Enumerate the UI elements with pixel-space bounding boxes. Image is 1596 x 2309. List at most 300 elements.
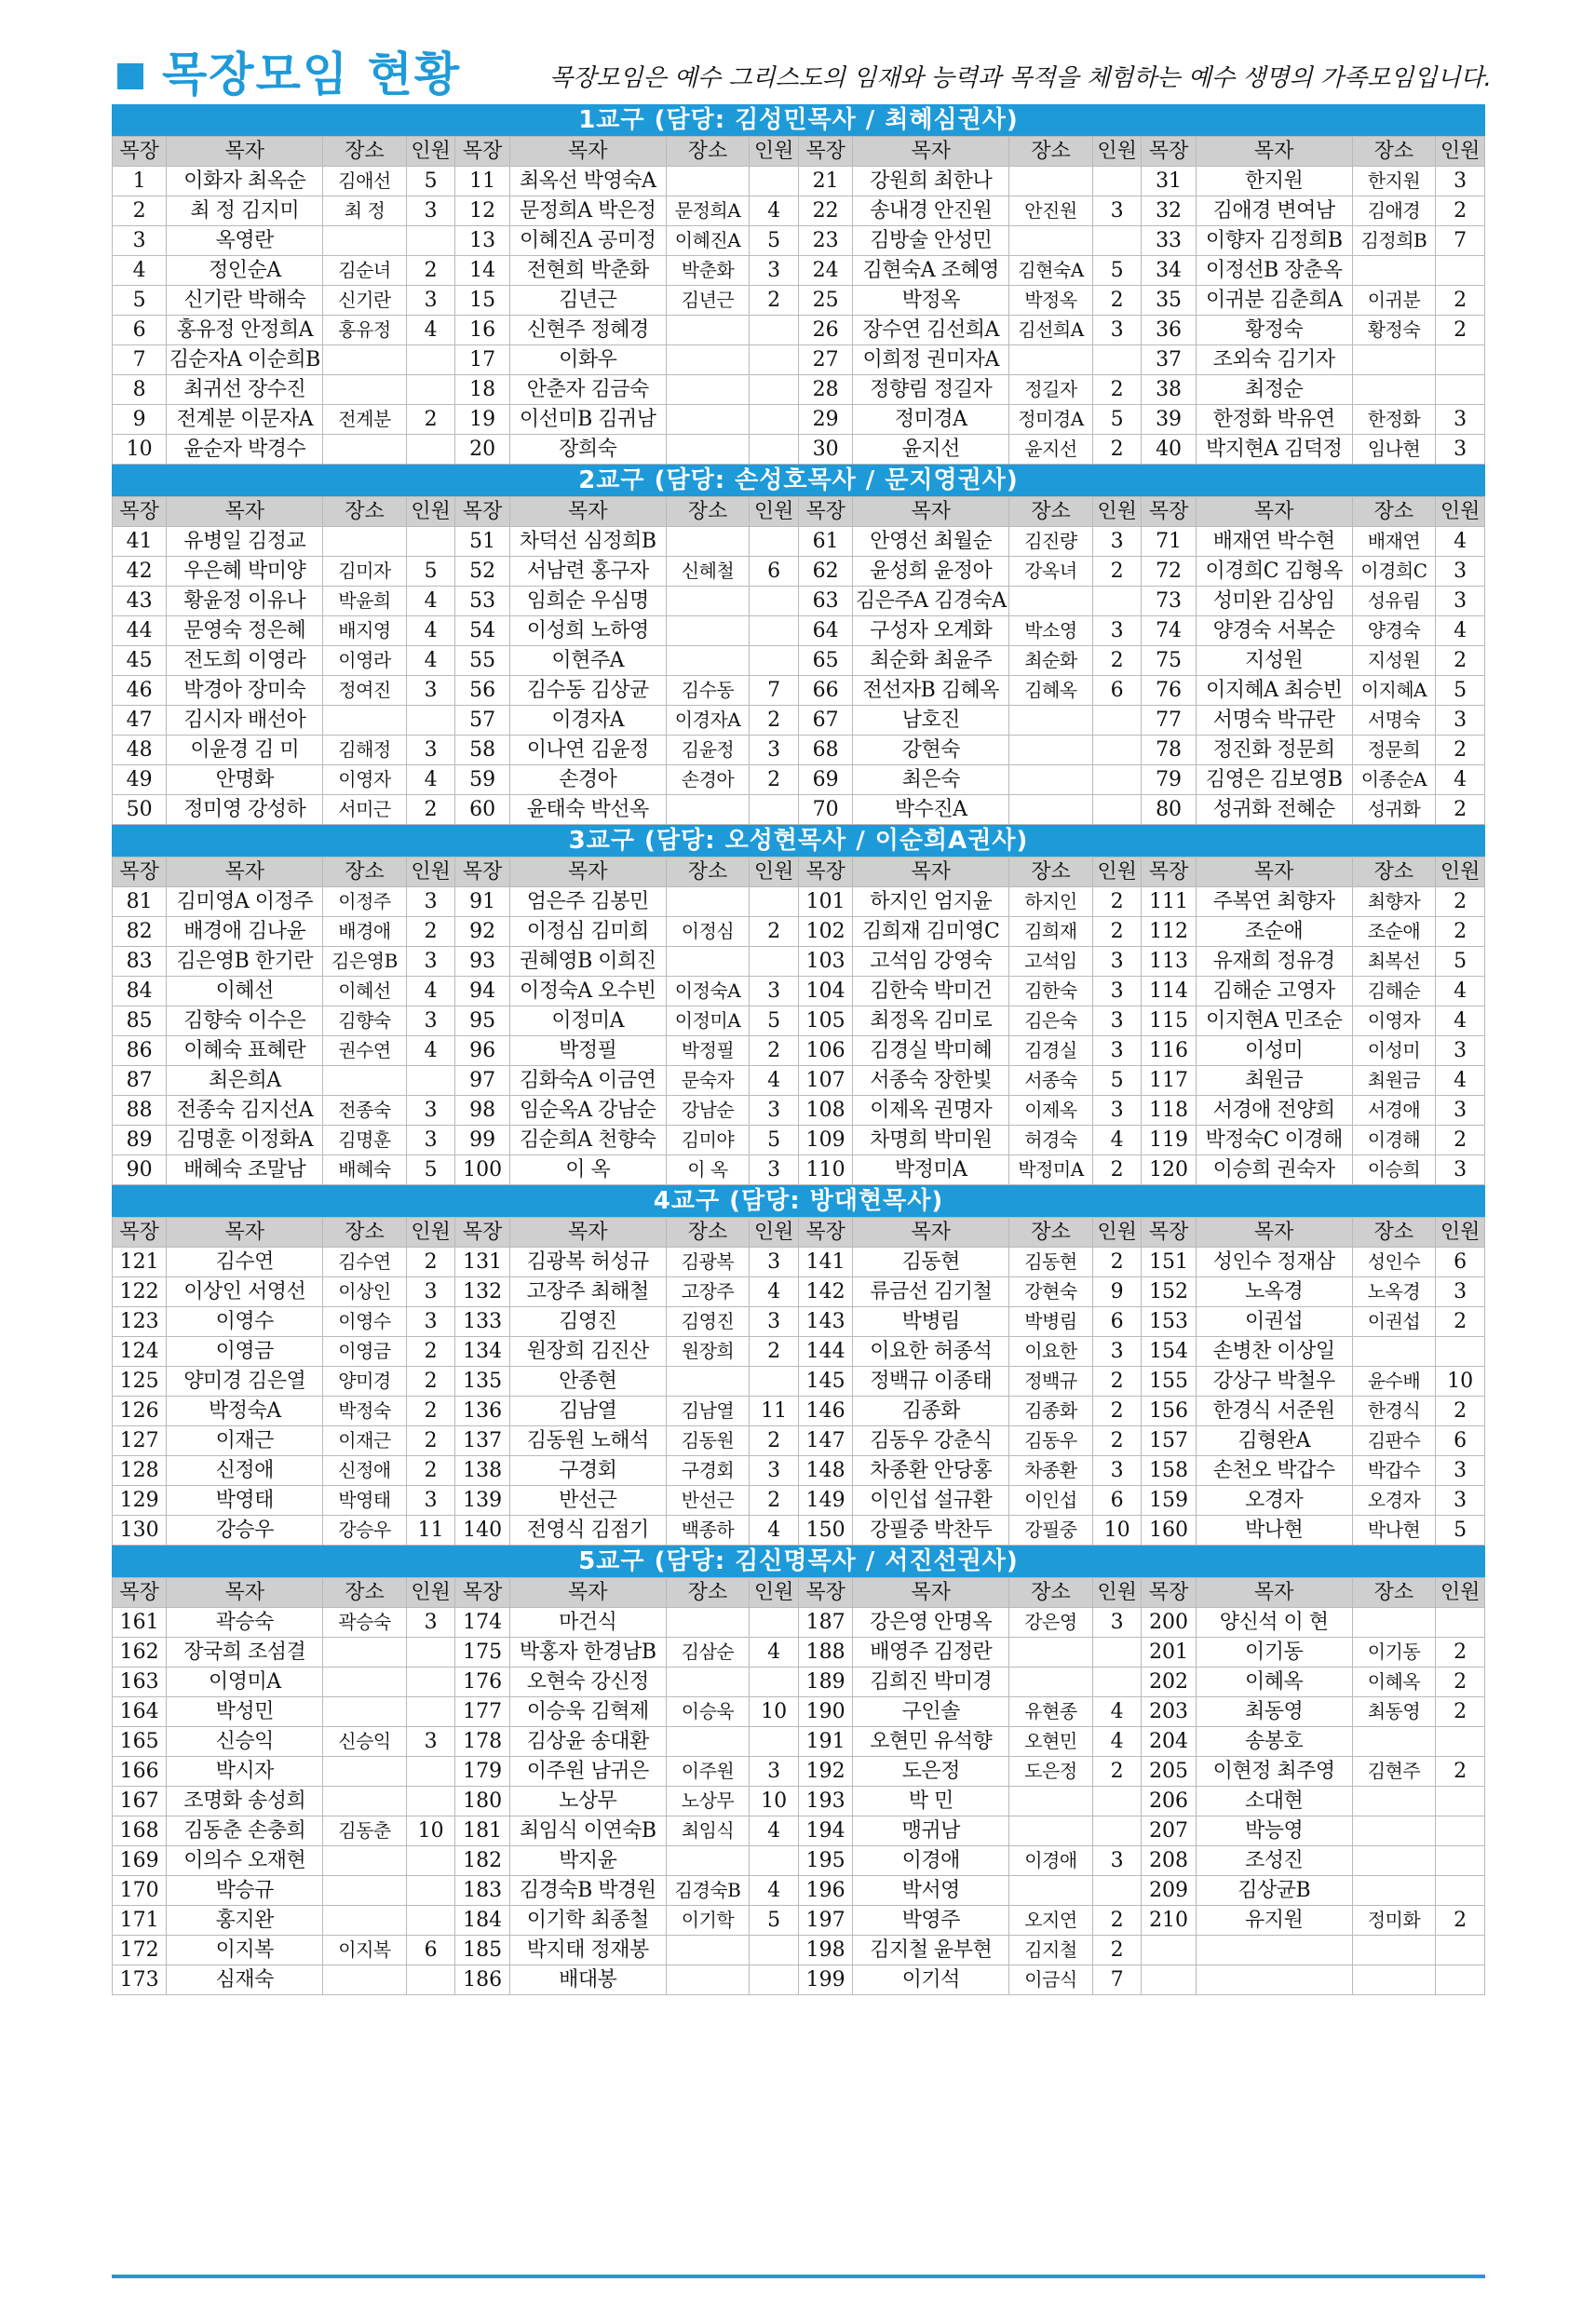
group-number: 82 xyxy=(113,917,167,947)
meeting-place: 김광복 xyxy=(666,1248,750,1277)
leader-names: 정백규 이종태 xyxy=(853,1367,1009,1397)
member-count: 3 xyxy=(406,736,455,765)
leader-names: 이영미A xyxy=(167,1668,323,1697)
member-count: 2 xyxy=(1436,1307,1485,1337)
column-header-leader-names: 목자 xyxy=(853,857,1009,887)
meeting-place xyxy=(323,1638,407,1668)
column-header-group-number: 목장 xyxy=(1142,857,1196,887)
meeting-place: 이경자A xyxy=(666,706,750,736)
group-number: 115 xyxy=(1142,1006,1196,1036)
meeting-place: 이상인 xyxy=(323,1277,407,1307)
member-count: 4 xyxy=(750,1066,799,1096)
column-header-group-number: 목장 xyxy=(455,1578,509,1608)
member-count xyxy=(406,226,455,256)
meeting-place xyxy=(1009,345,1093,375)
leader-names: 박 민 xyxy=(853,1787,1009,1816)
member-count: 2 xyxy=(750,1036,799,1066)
group-number: 190 xyxy=(798,1697,852,1727)
member-count: 2 xyxy=(1436,1757,1485,1787)
leader-names: 차종환 안당홍 xyxy=(853,1456,1009,1486)
leader-names: 김동우 강춘식 xyxy=(853,1426,1009,1456)
meeting-place xyxy=(1352,345,1436,375)
meeting-place: 이영수 xyxy=(323,1307,407,1337)
member-count xyxy=(1092,706,1142,736)
group-number: 180 xyxy=(455,1787,509,1816)
member-count xyxy=(1092,167,1142,196)
meeting-place: 이종순A xyxy=(1352,765,1436,795)
table-row xyxy=(113,1516,1485,1546)
leader-names: 정미경A xyxy=(853,405,1009,435)
meeting-place: 이권섭 xyxy=(1352,1307,1436,1337)
group-number: 11 xyxy=(455,167,509,196)
meeting-place: 박갑수 xyxy=(1352,1456,1436,1486)
meeting-place xyxy=(1009,1668,1093,1697)
table-row xyxy=(113,1307,1485,1337)
member-count xyxy=(406,527,455,557)
leader-names: 이성희 노하영 xyxy=(509,616,666,646)
page-header xyxy=(112,47,1490,102)
column-header-meeting-place: 장소 xyxy=(1352,497,1436,527)
meeting-place: 김미야 xyxy=(666,1126,750,1155)
meeting-place: 김경실 xyxy=(1009,1036,1093,1066)
member-count: 3 xyxy=(1436,706,1485,736)
group-number: 188 xyxy=(798,1638,852,1668)
group-number: 99 xyxy=(455,1126,509,1155)
leader-names xyxy=(1196,1965,1352,1995)
member-count: 3 xyxy=(750,1456,799,1486)
member-count: 4 xyxy=(750,1638,799,1668)
meeting-place xyxy=(323,435,407,465)
meeting-place xyxy=(666,375,750,405)
leader-names: 하지인 엄지윤 xyxy=(853,887,1009,917)
meeting-place xyxy=(666,1965,750,1995)
meeting-place: 박춘화 xyxy=(666,256,750,286)
column-header-meeting-place: 장소 xyxy=(1352,1218,1436,1248)
member-count: 3 xyxy=(1092,1337,1142,1367)
column-header-member-count: 인원 xyxy=(406,857,455,887)
group-number: 78 xyxy=(1142,736,1196,765)
member-count: 2 xyxy=(1436,286,1485,316)
group-number: 191 xyxy=(798,1727,852,1757)
group-number: 153 xyxy=(1142,1307,1196,1337)
group-number: 42 xyxy=(113,557,167,587)
group-number: 3 xyxy=(113,226,167,256)
member-count: 4 xyxy=(750,1876,799,1906)
group-number: 164 xyxy=(113,1697,167,1727)
group-number: 32 xyxy=(1142,196,1196,226)
group-number: 192 xyxy=(798,1757,852,1787)
member-count xyxy=(1436,1787,1485,1816)
meeting-place: 김동우 xyxy=(1009,1426,1093,1456)
meeting-place: 구경회 xyxy=(666,1456,750,1486)
member-count: 3 xyxy=(750,736,799,765)
meeting-place: 배지영 xyxy=(323,616,407,646)
meeting-place xyxy=(666,1668,750,1697)
meeting-place xyxy=(1009,1876,1093,1906)
group-number: 194 xyxy=(798,1816,852,1846)
column-header-meeting-place: 장소 xyxy=(666,1218,750,1248)
district-table xyxy=(112,857,1485,1185)
member-count: 3 xyxy=(1092,1608,1142,1638)
meeting-place: 곽승숙 xyxy=(323,1608,407,1638)
group-number: 148 xyxy=(798,1456,852,1486)
leader-names: 이승희 권숙자 xyxy=(1196,1155,1352,1185)
leader-names: 전영식 김점기 xyxy=(509,1516,666,1546)
meeting-place: 정여진 xyxy=(323,676,407,706)
meeting-place: 이정주 xyxy=(323,887,407,917)
group-number: 205 xyxy=(1142,1757,1196,1787)
leader-names: 맹귀남 xyxy=(853,1816,1009,1846)
table-row xyxy=(113,736,1485,765)
member-count: 3 xyxy=(1092,316,1142,345)
leader-names: 김시자 배선아 xyxy=(167,706,323,736)
column-header-meeting-place: 장소 xyxy=(1352,857,1436,887)
leader-names: 안춘자 김금숙 xyxy=(509,375,666,405)
column-header-member-count: 인원 xyxy=(1436,857,1485,887)
leader-names: 김향숙 이수은 xyxy=(167,1006,323,1036)
leader-names: 배혜숙 조말남 xyxy=(167,1155,323,1185)
member-count: 3 xyxy=(406,1096,455,1126)
leader-names: 류금선 김기철 xyxy=(853,1277,1009,1307)
column-header-meeting-place: 장소 xyxy=(1352,137,1436,167)
group-number: 10 xyxy=(113,435,167,465)
leader-names: 고장주 최해철 xyxy=(509,1277,666,1307)
member-count xyxy=(1436,1608,1485,1638)
meeting-place xyxy=(666,527,750,557)
table-row xyxy=(113,616,1485,646)
group-number: 196 xyxy=(798,1876,852,1906)
member-count: 2 xyxy=(750,286,799,316)
leader-names: 한지원 xyxy=(1196,167,1352,196)
meeting-place xyxy=(666,316,750,345)
meeting-place xyxy=(666,345,750,375)
meeting-place: 김윤정 xyxy=(666,736,750,765)
column-header-member-count: 인원 xyxy=(406,1218,455,1248)
member-count: 4 xyxy=(1436,1066,1485,1096)
meeting-place: 김은숙 xyxy=(1009,1006,1093,1036)
member-count: 4 xyxy=(406,587,455,616)
table-row xyxy=(113,1697,1485,1727)
member-count: 4 xyxy=(406,977,455,1006)
group-number: 195 xyxy=(798,1846,852,1876)
group-number: 69 xyxy=(798,765,852,795)
leader-names: 윤지선 xyxy=(853,435,1009,465)
leader-names: 이선미B 김귀남 xyxy=(509,405,666,435)
member-count: 4 xyxy=(406,316,455,345)
meeting-place: 반선근 xyxy=(666,1486,750,1516)
leader-names: 김영은 김보영B xyxy=(1196,765,1352,795)
group-number: 168 xyxy=(113,1816,167,1846)
leader-names: 이재근 xyxy=(167,1426,323,1456)
group-number: 170 xyxy=(113,1876,167,1906)
group-number: 134 xyxy=(455,1337,509,1367)
group-number: 74 xyxy=(1142,616,1196,646)
member-count xyxy=(406,1965,455,1995)
column-header-member-count: 인원 xyxy=(1436,1218,1485,1248)
meeting-place xyxy=(1009,736,1093,765)
member-count: 2 xyxy=(1092,1248,1142,1277)
leader-names: 김동원 노해석 xyxy=(509,1426,666,1456)
group-number: 36 xyxy=(1142,316,1196,345)
group-number: 149 xyxy=(798,1486,852,1516)
leader-names: 차명희 박미원 xyxy=(853,1126,1009,1155)
column-header-meeting-place: 장소 xyxy=(1009,1218,1093,1248)
group-number: 43 xyxy=(113,587,167,616)
table-row xyxy=(113,375,1485,405)
member-count: 5 xyxy=(1436,1516,1485,1546)
member-count: 3 xyxy=(1092,1036,1142,1066)
group-number: 122 xyxy=(113,1277,167,1307)
meeting-place: 김지철 xyxy=(1009,1936,1093,1965)
member-count: 10 xyxy=(750,1787,799,1816)
group-number: 45 xyxy=(113,646,167,676)
meeting-place: 윤지선 xyxy=(1009,435,1093,465)
member-count: 6 xyxy=(750,557,799,587)
meeting-place xyxy=(323,226,407,256)
meeting-place: 박정숙 xyxy=(323,1397,407,1426)
meeting-place: 최임식 xyxy=(666,1816,750,1846)
member-count: 2 xyxy=(406,917,455,947)
leader-names: 박홍자 한경남B xyxy=(509,1638,666,1668)
meeting-place xyxy=(1009,1787,1093,1816)
column-header-leader-names: 목자 xyxy=(509,137,666,167)
member-count xyxy=(406,1638,455,1668)
meeting-place: 조순애 xyxy=(1352,917,1436,947)
member-count: 2 xyxy=(1436,795,1485,825)
leader-names: 양미경 김은열 xyxy=(167,1367,323,1397)
meeting-place: 이혜선 xyxy=(323,977,407,1006)
group-number: 95 xyxy=(455,1006,509,1036)
meeting-place: 최동영 xyxy=(1352,1697,1436,1727)
leader-names: 김광복 허성규 xyxy=(509,1248,666,1277)
table-row xyxy=(113,1155,1485,1185)
district-table xyxy=(112,1217,1485,1546)
leader-names: 임순옥A 강남순 xyxy=(509,1096,666,1126)
member-count: 4 xyxy=(750,1277,799,1307)
member-count xyxy=(750,1608,799,1638)
leader-names: 송봉호 xyxy=(1196,1727,1352,1757)
meeting-place: 노상무 xyxy=(666,1787,750,1816)
meeting-place xyxy=(1009,167,1093,196)
meeting-place: 전종숙 xyxy=(323,1096,407,1126)
member-count: 4 xyxy=(406,765,455,795)
leader-names: 이현정 최주영 xyxy=(1196,1757,1352,1787)
leader-names: 김경숙B 박경원 xyxy=(509,1876,666,1906)
member-count: 10 xyxy=(406,1816,455,1846)
table-row xyxy=(113,1337,1485,1367)
member-count: 2 xyxy=(1436,196,1485,226)
group-number: 66 xyxy=(798,676,852,706)
meeting-place: 김선희A xyxy=(1009,316,1093,345)
leader-names: 김방술 안성민 xyxy=(853,226,1009,256)
leader-names: 이화자 최옥순 xyxy=(167,167,323,196)
leader-names: 박병림 xyxy=(853,1307,1009,1337)
meeting-place: 원장희 xyxy=(666,1337,750,1367)
leader-names: 김수동 김상균 xyxy=(509,676,666,706)
column-header-leader-names: 목자 xyxy=(1196,857,1352,887)
leader-names: 구경회 xyxy=(509,1456,666,1486)
group-number: 110 xyxy=(798,1155,852,1185)
table-row xyxy=(113,1277,1485,1307)
member-count: 2 xyxy=(1092,917,1142,947)
group-number: 140 xyxy=(455,1516,509,1546)
group-number: 62 xyxy=(798,557,852,587)
leader-names: 김현숙A 조혜영 xyxy=(853,256,1009,286)
member-count: 3 xyxy=(750,977,799,1006)
district-banner: 2교구 (담당: 손성호목사 / 문지영권사) xyxy=(112,465,1485,496)
member-count xyxy=(1092,1638,1142,1668)
group-number: 176 xyxy=(455,1668,509,1697)
member-count: 3 xyxy=(1092,616,1142,646)
table-row xyxy=(113,1787,1485,1816)
meeting-place: 성귀화 xyxy=(1352,795,1436,825)
member-count xyxy=(406,345,455,375)
leader-names: 이윤경 김 미 xyxy=(167,736,323,765)
group-number: 209 xyxy=(1142,1876,1196,1906)
meeting-place: 이승희 xyxy=(1352,1155,1436,1185)
leader-names: 이상인 서영선 xyxy=(167,1277,323,1307)
member-count xyxy=(1092,736,1142,765)
table-row xyxy=(113,706,1485,736)
group-number xyxy=(1142,1965,1196,1995)
leader-names: 박수진A xyxy=(853,795,1009,825)
column-header-group-number: 목장 xyxy=(113,1218,167,1248)
group-number: 201 xyxy=(1142,1638,1196,1668)
table-row xyxy=(113,646,1485,676)
meeting-place: 김해정 xyxy=(323,736,407,765)
meeting-place: 김년근 xyxy=(666,286,750,316)
group-number: 83 xyxy=(113,947,167,977)
member-count: 2 xyxy=(1092,1936,1142,1965)
table-row xyxy=(113,1608,1485,1638)
district-table xyxy=(112,136,1485,465)
meeting-place: 김현숙A xyxy=(1009,256,1093,286)
leader-names: 박서영 xyxy=(853,1876,1009,1906)
leader-names: 이승욱 김혁제 xyxy=(509,1697,666,1727)
member-count: 5 xyxy=(406,1155,455,1185)
column-header-member-count: 인원 xyxy=(1092,137,1142,167)
group-number: 96 xyxy=(455,1036,509,1066)
column-header-meeting-place: 장소 xyxy=(1009,497,1093,527)
leader-names: 김상균B xyxy=(1196,1876,1352,1906)
member-count xyxy=(1092,587,1142,616)
meeting-place: 정백규 xyxy=(1009,1367,1093,1397)
table-row xyxy=(113,286,1485,316)
meeting-place: 성인수 xyxy=(1352,1248,1436,1277)
leader-names: 안종현 xyxy=(509,1367,666,1397)
member-count: 2 xyxy=(750,1337,799,1367)
district-sections xyxy=(112,104,1485,1995)
leader-names: 김애경 변여남 xyxy=(1196,196,1352,226)
group-number: 57 xyxy=(455,706,509,736)
column-header-meeting-place: 장소 xyxy=(666,1578,750,1608)
column-header-leader-names: 목자 xyxy=(167,857,323,887)
meeting-place: 노옥경 xyxy=(1352,1277,1436,1307)
member-count xyxy=(406,435,455,465)
member-count: 2 xyxy=(406,795,455,825)
meeting-place xyxy=(1352,1846,1436,1876)
group-number: 135 xyxy=(455,1367,509,1397)
meeting-place: 서종숙 xyxy=(1009,1066,1093,1096)
column-header-leader-names: 목자 xyxy=(167,1218,323,1248)
member-count xyxy=(1436,1846,1485,1876)
member-count: 2 xyxy=(406,1248,455,1277)
leader-names: 문영숙 정은혜 xyxy=(167,616,323,646)
meeting-place xyxy=(323,1066,407,1096)
column-header-meeting-place: 장소 xyxy=(323,1578,407,1608)
group-number: 1 xyxy=(113,167,167,196)
member-count: 5 xyxy=(750,1126,799,1155)
leader-names: 이현주A xyxy=(509,646,666,676)
meeting-place: 이제옥 xyxy=(1009,1096,1093,1126)
meeting-place: 김영진 xyxy=(666,1307,750,1337)
group-number: 4 xyxy=(113,256,167,286)
member-count xyxy=(750,375,799,405)
member-count: 5 xyxy=(1092,1066,1142,1096)
column-header-group-number: 목장 xyxy=(113,857,167,887)
table-row xyxy=(113,587,1485,616)
meeting-place: 권수연 xyxy=(323,1036,407,1066)
meeting-place xyxy=(666,1608,750,1638)
group-number: 133 xyxy=(455,1307,509,1337)
meeting-place: 이재근 xyxy=(323,1426,407,1456)
leader-names: 배영주 김정란 xyxy=(853,1638,1009,1668)
leader-names: 김수연 xyxy=(167,1248,323,1277)
leader-names: 노상무 xyxy=(509,1787,666,1816)
group-number: 130 xyxy=(113,1516,167,1546)
column-header-group-number: 목장 xyxy=(798,1218,852,1248)
meeting-place: 배혜숙 xyxy=(323,1155,407,1185)
leader-names: 차덕선 심정희B xyxy=(509,527,666,557)
meeting-place xyxy=(666,435,750,465)
meeting-place xyxy=(1352,1816,1436,1846)
leader-names: 이기동 xyxy=(1196,1638,1352,1668)
group-number: 79 xyxy=(1142,765,1196,795)
member-count xyxy=(406,1846,455,1876)
district-banner: 4교구 (담당: 방대현목사) xyxy=(112,1185,1485,1217)
group-number: 152 xyxy=(1142,1277,1196,1307)
group-number: 178 xyxy=(455,1727,509,1757)
column-header-member-count: 인원 xyxy=(406,137,455,167)
leader-names: 안명화 xyxy=(167,765,323,795)
column-header-leader-names: 목자 xyxy=(509,857,666,887)
group-number: 47 xyxy=(113,706,167,736)
leader-names: 성미완 김상임 xyxy=(1196,587,1352,616)
leader-names: 장국희 조섬결 xyxy=(167,1638,323,1668)
meeting-place: 김혜옥 xyxy=(1009,676,1093,706)
meeting-place xyxy=(1009,226,1093,256)
leader-names: 이화우 xyxy=(509,345,666,375)
leader-names: 반선근 xyxy=(509,1486,666,1516)
column-header-member-count: 인원 xyxy=(750,857,799,887)
page-subtitle: 목장모임은 예수 그리스도의 임재와 능력과 목적을 체험하는 예수 생명의 가족모임입니다. xyxy=(549,64,1492,92)
meeting-place xyxy=(666,587,750,616)
column-header-leader-names: 목자 xyxy=(509,1578,666,1608)
column-header-row xyxy=(113,1218,1485,1248)
leader-names: 최옥선 박영숙A xyxy=(509,167,666,196)
leader-names: 박영태 xyxy=(167,1486,323,1516)
column-header-group-number: 목장 xyxy=(113,497,167,527)
column-header-meeting-place: 장소 xyxy=(666,497,750,527)
group-number: 61 xyxy=(798,527,852,557)
group-number: 118 xyxy=(1142,1096,1196,1126)
group-number: 203 xyxy=(1142,1697,1196,1727)
group-number: 73 xyxy=(1142,587,1196,616)
meeting-place: 유현종 xyxy=(1009,1697,1093,1727)
meeting-place: 김경숙B xyxy=(666,1876,750,1906)
meeting-place: 박병림 xyxy=(1009,1307,1093,1337)
group-number: 183 xyxy=(455,1876,509,1906)
